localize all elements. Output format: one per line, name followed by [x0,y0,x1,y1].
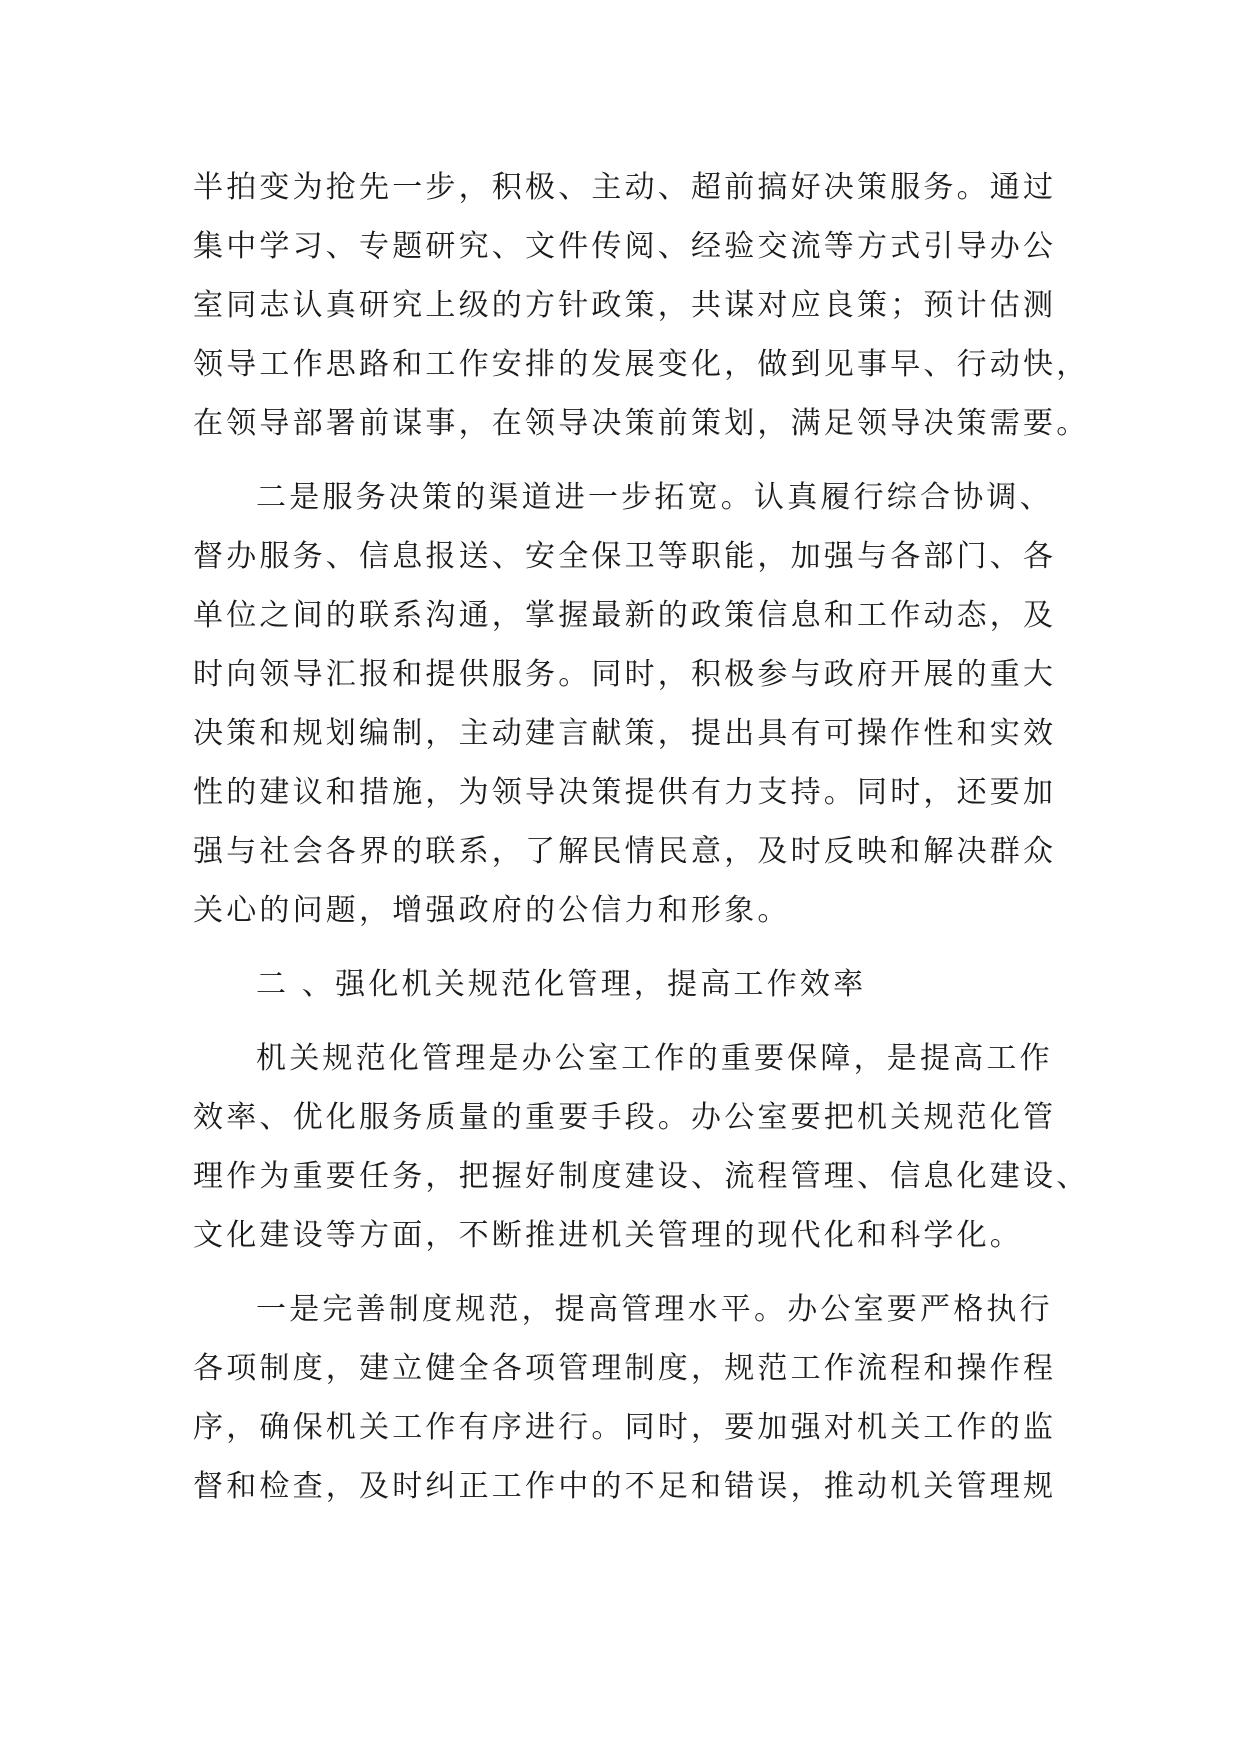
paragraph-gap [193,1014,1053,1029]
text-line: 督和检查，及时纠正工作中的不足和错误，推动机关管理规 [193,1469,1057,1504]
text-line: 理作为重要任务，把握好制度建设、流程管理、信息化建设、 [193,1159,1090,1194]
text-line: 半拍变为抢先一步，积极、主动、超前搞好决策服务。通过 [193,170,1057,205]
text-line: 领导工作思路和工作安排的发展变化，做到见事早、行动快， [193,347,1090,382]
text-line: 关心的问题，增强政府的公信力和形象。 [193,893,791,928]
text-line: 二是服务决策的渠道进一步拓宽。认真履行综合协调、 [256,480,1053,515]
text-line: 序，确保机关工作有序进行。同时，要加强对机关工作的监 [193,1410,1057,1445]
section-heading: 二 、强化机关规范化管理，提高工作效率 [256,967,867,1002]
paragraph-gap [193,453,1053,468]
text-line: 单位之间的联系沟通，掌握最新的政策信息和工作动态，及 [193,598,1057,633]
paragraph-gap [193,1265,1053,1280]
document-body [193,158,1090,1516]
text-line: 时向领导汇报和提供服务。同时，积极参与政府开展的重大 [193,657,1057,692]
text-line: 机关规范化管理是办公室工作的重要保障，是提高工作 [256,1041,1053,1076]
text-line: 集中学习、专题研究、文件传阅、经验交流等方式引导办公 [193,229,1057,264]
text-line: 效率、优化服务质量的重要手段。办公室要把机关规范化管 [193,1100,1057,1135]
text-line: 一是完善制度规范，提高管理水平。办公室要严格执行 [256,1292,1053,1327]
text-line: 各项制度，建立健全各项管理制度，规范工作流程和操作程 [193,1351,1057,1386]
text-line: 文化建设等方面，不断推进机关管理的现代化和科学化。 [193,1218,1023,1253]
text-line: 室同志认真研究上级的方针政策，共谋对应良策；预计估测 [193,288,1057,323]
text-line: 督办服务、信息报送、安全保卫等职能，加强与各部门、各 [193,539,1057,574]
text-line: 在领导部署前谋事，在领导决策前策划，满足领导决策需要。 [193,406,1090,441]
text-line: 强与社会各界的联系，了解民情民意，及时反映和解决群众 [193,834,1057,869]
text-line: 决策和规划编制，主动建言献策，提出具有可操作性和实效 [193,716,1057,751]
text-line: 性的建议和措施，为领导决策提供有力支持。同时，还要加 [193,775,1057,810]
paragraph-gap [193,940,1053,955]
